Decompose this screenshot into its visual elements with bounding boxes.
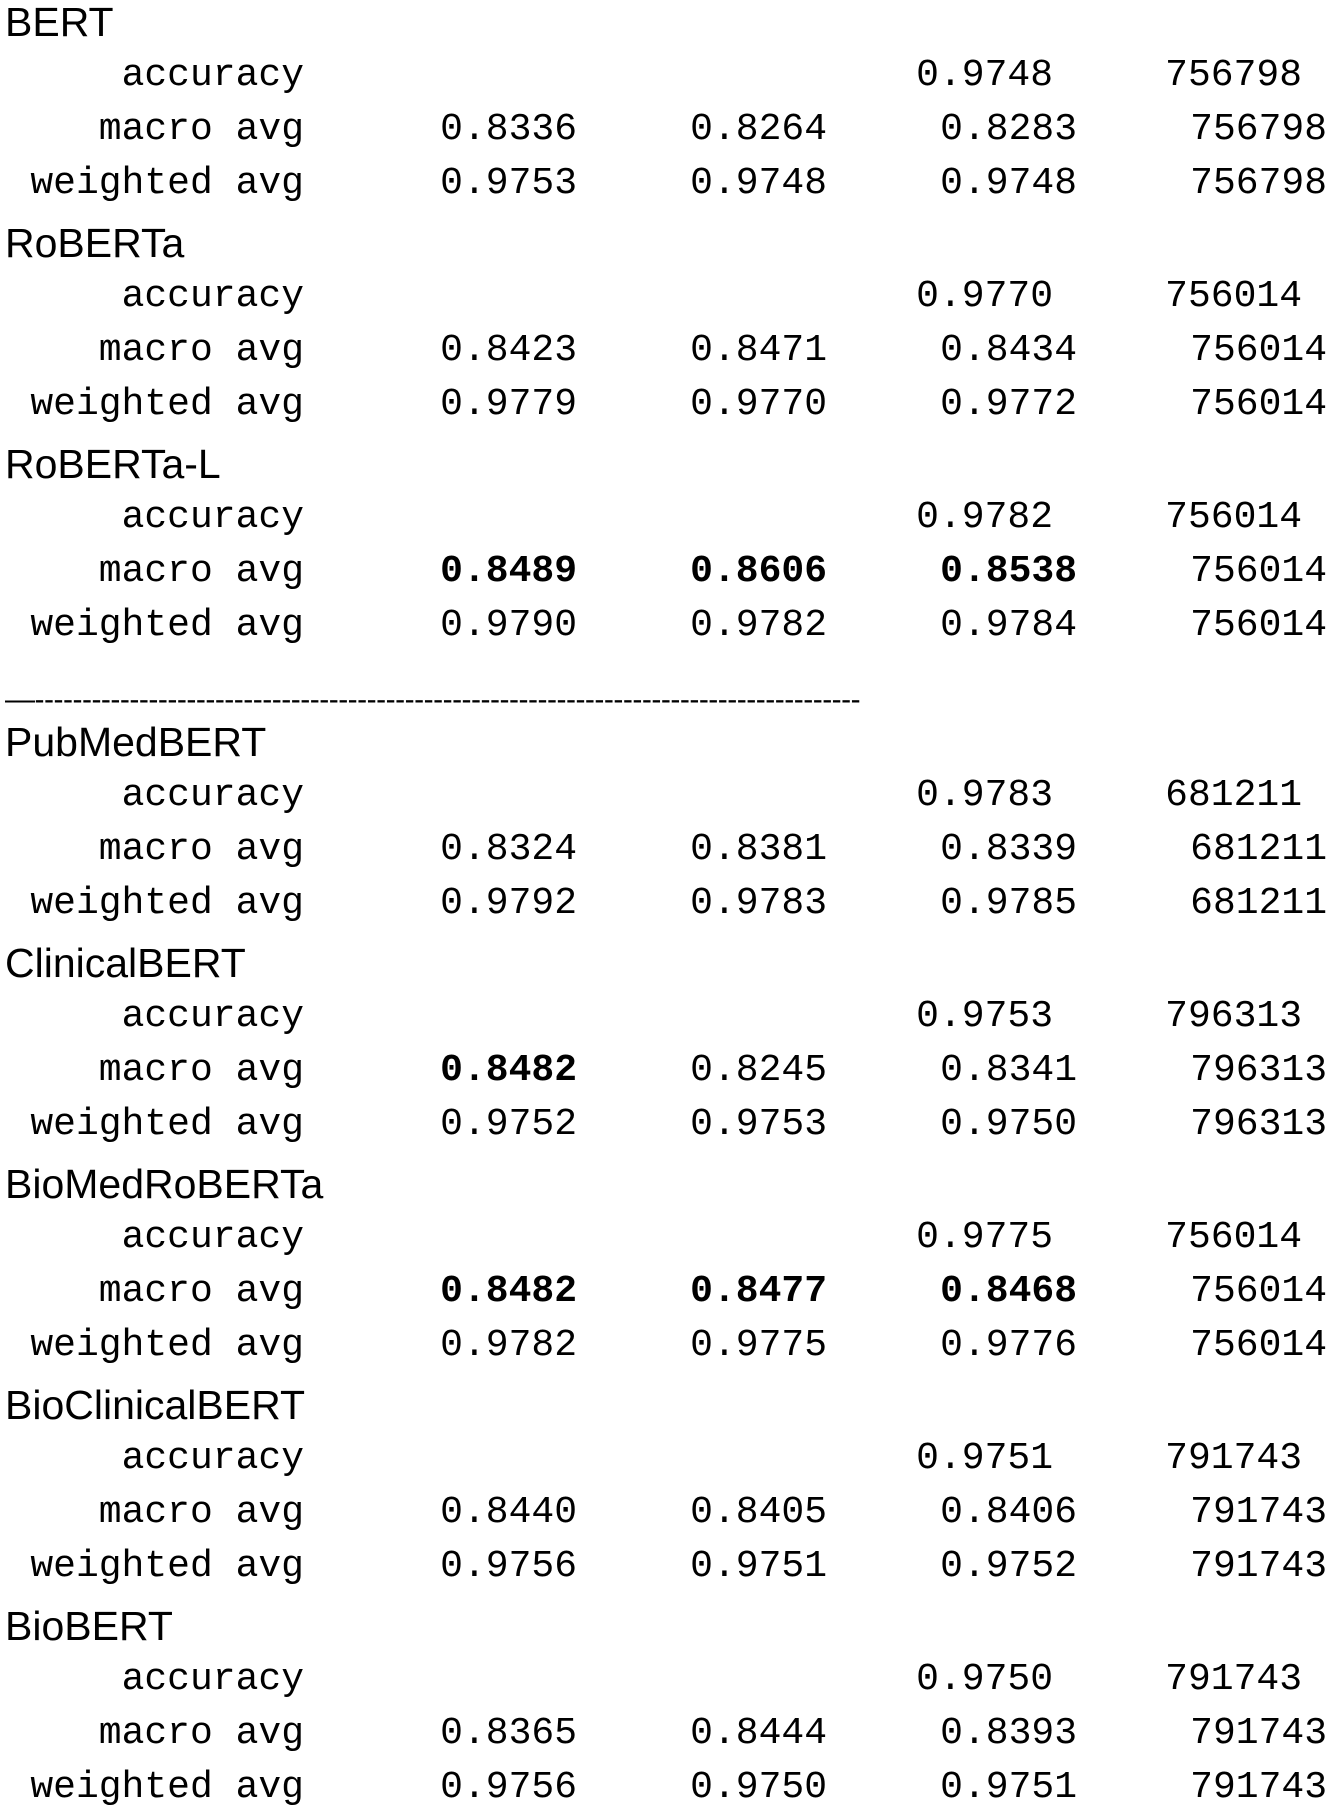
macro-recall: 0.8405	[690, 1491, 827, 1534]
row-label-macro-avg: macro avg	[98, 1491, 304, 1534]
weighted-support: 791743	[1190, 1766, 1327, 1809]
macro-support: 756798	[1190, 108, 1327, 151]
accuracy-value: 0.9748	[916, 54, 1053, 97]
model-title: BioMedRoBERTa	[5, 1161, 324, 1207]
weighted-support: 756014	[1190, 1324, 1327, 1367]
accuracy-support: 681211	[1165, 774, 1302, 817]
weighted-recall: 0.9770	[690, 383, 827, 426]
weighted-precision: 0.9752	[440, 1103, 577, 1146]
row-label-weighted-avg: weighted avg	[30, 162, 304, 205]
macro-support: 681211	[1190, 828, 1327, 871]
macro-precision: 0.8336	[440, 108, 577, 151]
accuracy-value: 0.9753	[916, 995, 1053, 1038]
row-label-accuracy: accuracy	[121, 1658, 304, 1701]
model-title: BioClinicalBERT	[5, 1382, 306, 1428]
macro-f1: 0.8538	[940, 550, 1077, 593]
macro-f1: 0.8341	[940, 1049, 1077, 1092]
macro-f1: 0.8468	[940, 1270, 1077, 1313]
macro-recall: 0.8245	[690, 1049, 827, 1092]
model-title: RoBERTa-L	[5, 441, 221, 487]
macro-support: 791743	[1190, 1491, 1327, 1534]
macro-support: 791743	[1190, 1712, 1327, 1755]
row-label-macro-avg: macro avg	[98, 828, 304, 871]
row-label-accuracy: accuracy	[121, 774, 304, 817]
macro-precision: 0.8423	[440, 329, 577, 372]
weighted-support: 756798	[1190, 162, 1327, 205]
row-label-accuracy: accuracy	[121, 1216, 304, 1259]
weighted-precision: 0.9756	[440, 1766, 577, 1809]
weighted-support: 756014	[1190, 383, 1327, 426]
macro-support: 756014	[1190, 1270, 1327, 1313]
weighted-f1: 0.9776	[940, 1324, 1077, 1367]
row-label-accuracy: accuracy	[121, 496, 304, 539]
row-label-macro-avg: macro avg	[98, 108, 304, 151]
macro-support: 756014	[1190, 329, 1327, 372]
weighted-recall: 0.9750	[690, 1766, 827, 1809]
macro-recall: 0.8477	[690, 1270, 827, 1313]
accuracy-support: 756014	[1165, 275, 1302, 318]
macro-recall: 0.8471	[690, 329, 827, 372]
row-label-accuracy: accuracy	[121, 275, 304, 318]
macro-precision: 0.8365	[440, 1712, 577, 1755]
macro-f1: 0.8434	[940, 329, 1077, 372]
accuracy-support: 756014	[1165, 496, 1302, 539]
row-label-macro-avg: macro avg	[98, 1270, 304, 1313]
model-title: BioBERT	[5, 1603, 173, 1649]
accuracy-value: 0.9770	[916, 275, 1053, 318]
macro-precision: 0.8482	[440, 1049, 577, 1092]
row-label-macro-avg: macro avg	[98, 329, 304, 372]
model-title: ClinicalBERT	[5, 940, 246, 986]
macro-f1: 0.8339	[940, 828, 1077, 871]
weighted-recall: 0.9782	[690, 604, 827, 647]
row-label-weighted-avg: weighted avg	[30, 1103, 304, 1146]
macro-recall: 0.8606	[690, 550, 827, 593]
weighted-recall: 0.9751	[690, 1545, 827, 1588]
model-title: RoBERTa	[5, 220, 185, 266]
row-label-weighted-avg: weighted avg	[30, 1766, 304, 1809]
weighted-recall: 0.9775	[690, 1324, 827, 1367]
weighted-support: 681211	[1190, 882, 1327, 925]
accuracy-support: 796313	[1165, 995, 1302, 1038]
model-title: PubMedBERT	[5, 719, 267, 765]
weighted-precision: 0.9779	[440, 383, 577, 426]
accuracy-support: 756798	[1165, 54, 1302, 97]
weighted-precision: 0.9792	[440, 882, 577, 925]
macro-support: 756014	[1190, 550, 1327, 593]
model-title: BERT	[5, 0, 114, 45]
weighted-precision: 0.9790	[440, 604, 577, 647]
macro-f1: 0.8406	[940, 1491, 1077, 1534]
weighted-precision: 0.9753	[440, 162, 577, 205]
accuracy-support: 791743	[1165, 1437, 1302, 1480]
weighted-support: 791743	[1190, 1545, 1327, 1588]
accuracy-value: 0.9750	[916, 1658, 1053, 1701]
row-label-macro-avg: macro avg	[98, 1712, 304, 1755]
row-label-weighted-avg: weighted avg	[30, 604, 304, 647]
macro-precision: 0.8489	[440, 550, 577, 593]
weighted-f1: 0.9784	[940, 604, 1077, 647]
accuracy-value: 0.9751	[916, 1437, 1053, 1480]
macro-support: 796313	[1190, 1049, 1327, 1092]
accuracy-value: 0.9775	[916, 1216, 1053, 1259]
macro-recall: 0.8444	[690, 1712, 827, 1755]
weighted-support: 796313	[1190, 1103, 1327, 1146]
accuracy-value: 0.9782	[916, 496, 1053, 539]
macro-precision: 0.8440	[440, 1491, 577, 1534]
weighted-precision: 0.9756	[440, 1545, 577, 1588]
row-label-accuracy: accuracy	[121, 995, 304, 1038]
accuracy-value: 0.9783	[916, 774, 1053, 817]
row-label-weighted-avg: weighted avg	[30, 882, 304, 925]
weighted-support: 756014	[1190, 604, 1327, 647]
weighted-f1: 0.9772	[940, 383, 1077, 426]
section-separator: —---------------------------------------------------------------------------------------	[5, 683, 861, 716]
accuracy-support: 791743	[1165, 1658, 1302, 1701]
macro-recall: 0.8264	[690, 108, 827, 151]
row-label-accuracy: accuracy	[121, 54, 304, 97]
weighted-recall: 0.9748	[690, 162, 827, 205]
row-label-accuracy: accuracy	[121, 1437, 304, 1480]
weighted-f1: 0.9785	[940, 882, 1077, 925]
weighted-precision: 0.9782	[440, 1324, 577, 1367]
weighted-f1: 0.9752	[940, 1545, 1077, 1588]
weighted-f1: 0.9751	[940, 1766, 1077, 1809]
weighted-recall: 0.9753	[690, 1103, 827, 1146]
weighted-f1: 0.9748	[940, 162, 1077, 205]
row-label-weighted-avg: weighted avg	[30, 383, 304, 426]
macro-recall: 0.8381	[690, 828, 827, 871]
macro-f1: 0.8283	[940, 108, 1077, 151]
accuracy-support: 756014	[1165, 1216, 1302, 1259]
macro-f1: 0.8393	[940, 1712, 1077, 1755]
row-label-macro-avg: macro avg	[98, 550, 304, 593]
row-label-weighted-avg: weighted avg	[30, 1545, 304, 1588]
weighted-recall: 0.9783	[690, 882, 827, 925]
row-label-macro-avg: macro avg	[98, 1049, 304, 1092]
row-label-weighted-avg: weighted avg	[30, 1324, 304, 1367]
macro-precision: 0.8482	[440, 1270, 577, 1313]
weighted-f1: 0.9750	[940, 1103, 1077, 1146]
macro-precision: 0.8324	[440, 828, 577, 871]
